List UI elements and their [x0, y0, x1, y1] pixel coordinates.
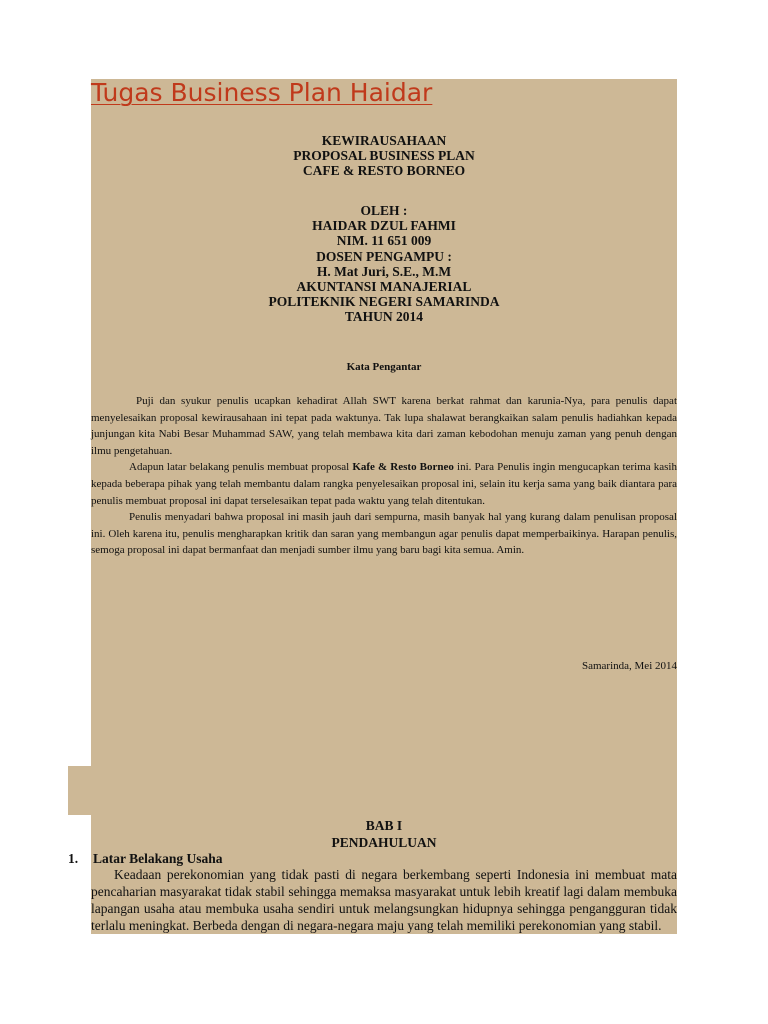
chapter-number: BAB I — [365, 818, 403, 833]
document-title-link[interactable]: Tugas Business Plan Haidar — [91, 78, 433, 107]
author-line: NIM. 11 651 009 — [336, 233, 432, 249]
author-line: OLEH : — [360, 203, 408, 218]
cover-line: CAFE & RESTO BORNEO — [302, 163, 466, 179]
chapter-heading — [91, 818, 677, 851]
foreword-paragraph-2 — [91, 459, 677, 509]
author-line: POLITEKNIK NEGERI SAMARINDA — [268, 294, 500, 310]
foreword-p2-bold: Kafe & Resto Borneo — [352, 461, 454, 474]
author-line: DOSEN PENGAMPU : — [316, 248, 452, 264]
section-number: 1. — [68, 851, 79, 866]
section-title: Latar Belakang Usaha — [93, 851, 223, 866]
author-line: H. Mat Juri, S.E., M.M — [316, 263, 452, 279]
foreword-p2-text: Adapun latar belakang penulis membuat proposal — [129, 461, 353, 474]
cover-line: KEWIRAUSAHAAN — [321, 133, 447, 148]
cover-author-block — [91, 203, 677, 325]
chapter-title: PENDAHULUAN — [331, 834, 437, 850]
foreword-paragraph-1: Puji dan syukur penulis ucapkan kehadirat Allah SWT karena berkat rahmat dan karunia-Nya, para penulis dapat menyelesaikan proposal kewirausahaan ini tepat pada waktunya. Tak lupa shalawat berangkaikan salam penulis hadiahkan kepada junjungan kita Nabi Besar Muhammad SAW, yang telah membawa kita dari zaman kebodohan menuju zaman yang penuh dengan ilmu pengetahuan. — [91, 395, 677, 457]
cover-header — [91, 133, 677, 179]
foreword-heading: Kata Pengantar — [346, 361, 422, 373]
section-heading — [68, 851, 223, 867]
section-body — [91, 866, 677, 934]
foreword-signature: Samarinda, Mei 2014 — [581, 660, 677, 672]
section-paragraph: Keadaan perekonomian yang tidak pasti di negara berkembang seperti Indonesia ini membuat mata pencaharian masyarakat tidak stabil sehingga memaksa masyarakat untuk lebih kreatif lagi dalam membuka lapangan usaha atau membuka usaha sendiri untuk melangsungkan hidupnya sehingga pengangguran tidak terlalu meningkat. Berbeda dengan di negara-negara maju yang telah memiliki perekonomian yang stabil. — [91, 867, 677, 933]
author-line: TAHUN 2014 — [344, 309, 424, 325]
foreword-paragraph-3: Penulis menyadari bahwa proposal ini masih jauh dari sempurna, masih banyak hal yang kurang dalam penulisan proposal ini. Oleh karena itu, penulis mengharapkan kritik dan saran yang membangun agar penulis dapat memperbaikinya. Harapan penulis, semoga proposal ini dapat bermanfaat dan menjadi sumber ilmu yang baru bagi kita semua. Amin. — [91, 511, 677, 557]
author-line: AKUNTANSI MANAJERIAL — [296, 279, 472, 295]
cover-line: PROPOSAL BUSINESS PLAN — [293, 148, 475, 164]
author-line: HAIDAR DZUL FAHMI — [312, 218, 456, 234]
foreword-p2-text-after: ini. Para Penulis ingin mengucapkan terima kasih kepada beberapa pihak yang telah membantu dalam rangka penyelesaikan proposal ini, selain itu kerja sama yang baik diantara para penulis membuat proposal ini dapat terselesaikan tepat pada waktu yang telah ditentukan. — [91, 461, 677, 507]
foreword-body — [91, 393, 677, 559]
page-background-notch — [68, 766, 91, 815]
